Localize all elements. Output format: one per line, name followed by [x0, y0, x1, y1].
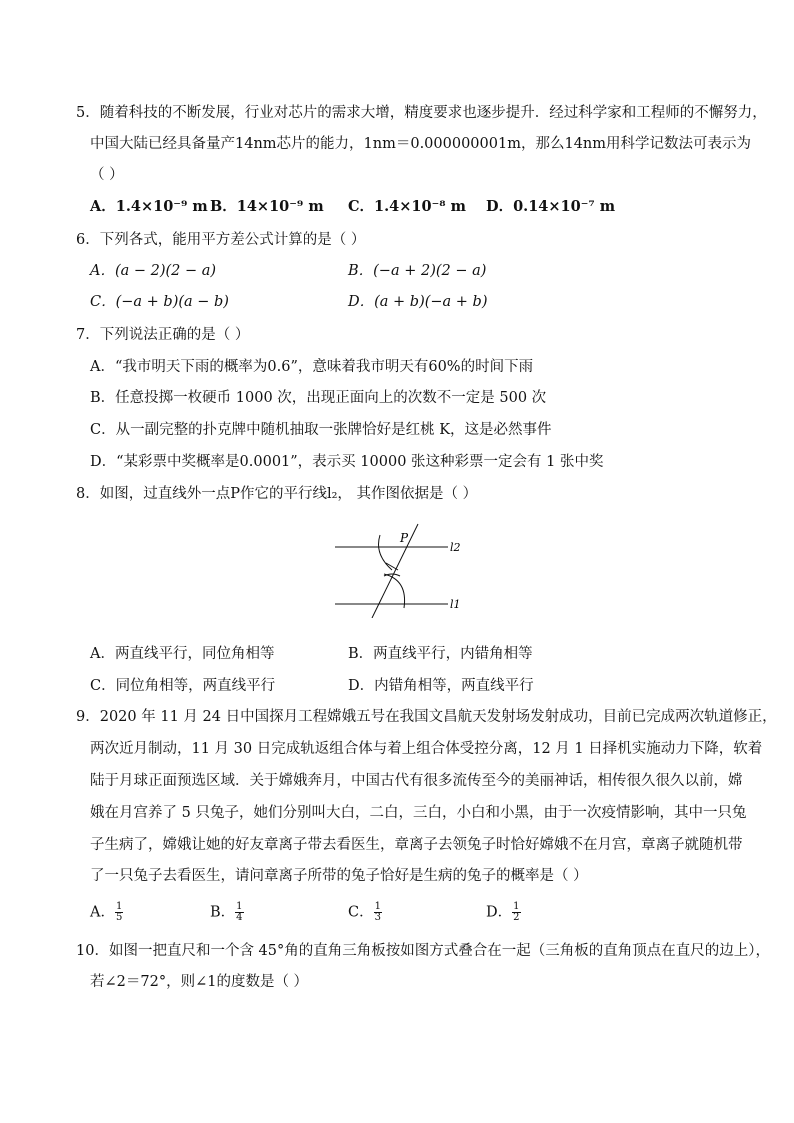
label-l2: l2 — [450, 541, 461, 554]
q7-option-c: C．从一副完整的扑克牌中随机抽取一张牌恰好是红桃 K，这是必然事件 — [90, 422, 552, 438]
q6-option-b: B．(−a + 2)(2 − a) — [348, 263, 487, 279]
q8-option-a: A．两直线平行，同位角相等 — [90, 646, 275, 662]
q5-option-c: C．1.4×10⁻⁸ m — [348, 198, 466, 215]
option-letter: B． — [210, 904, 236, 921]
q6-option-c: C．(−a + b)(a − b) — [90, 294, 229, 310]
q7-option-b: B．任意投掷一枚硬币 1000 次，出现正面向上的次数不一定是 500 次 — [90, 390, 547, 406]
q9-line3: 陆于月球正面预选区域．关于嫦娥奔月，中国古代有很多流传至今的美丽神话，相传很久很久以前，嫦 — [90, 773, 743, 789]
q9-line5: 子生病了，嫦娥让她的好友章离子带去看医生，章离子去领兔子时恰好嫦娥不在月宫，章离子就随机带 — [90, 837, 743, 853]
q5-line2: 中国大陆已经具备量产14nm芯片的能力，1nm＝0.000000001m，那么14nm用科学记数法可表示为 — [90, 136, 752, 152]
q8-figure — [330, 518, 470, 618]
label-l1: l1 — [450, 598, 461, 611]
q8-stem: 8．如图，过直线外一点P作它的平行线l₂， 其作图依据是（ ） — [76, 486, 478, 502]
fraction: $\frac{1}{2}$ — [513, 901, 520, 923]
arc-lower — [384, 574, 405, 608]
q6-option-d: D．(a + b)(−a + b) — [348, 294, 488, 310]
q9-option-d — [486, 902, 521, 923]
option-letter: D． — [486, 904, 513, 921]
q5-option-b: B．14×10⁻⁹ m — [210, 198, 324, 215]
q7-option-d: D．“某彩票中奖概率是0.0001”，表示买 10000 张这种彩票一定会有 1 张中奖 — [90, 454, 604, 470]
label-p: P — [400, 531, 409, 545]
q7-option-a: A．“我市明天下雨的概率为0.6”，意味着我市明天有60%的时间下雨 — [90, 359, 534, 375]
q9-line6: 了一只兔子去看医生，请问章离子所带的兔子恰好是生病的兔子的概率是（ ） — [90, 868, 588, 884]
option-letter: C． — [348, 904, 374, 921]
q10-line2: 若∠2＝72°，则∠1的度数是（ ） — [90, 974, 309, 990]
q5-line3: （ ） — [90, 167, 124, 183]
q9-option-c — [348, 902, 382, 923]
fraction: $\frac{1}{5}$ — [115, 901, 123, 923]
q6-option-a: A．(a − 2)(2 − a) — [90, 263, 217, 279]
fraction: $\frac{1}{4}$ — [236, 901, 243, 923]
q7-stem: 7．下列说法正确的是（ ） — [76, 327, 250, 343]
q9-option-a — [90, 902, 123, 923]
q9-line4: 娥在月宫养了 5 只兔子，她们分别叫大白，二白，三白，小白和小黑，由于一次疫情影响，其中一只兔 — [90, 805, 747, 821]
q10-line1: 10．如图一把直尺和一个含 45°角的直角三角板按如图方式叠合在一起（三角板的直角顶点在直尺的边上）， — [76, 943, 771, 959]
q8-option-b: B．两直线平行，内错角相等 — [348, 646, 533, 662]
q5-option-a: A．1.4×10⁻⁹ m — [90, 198, 208, 215]
q6-stem: 6．下列各式，能用平方差公式计算的是（ ） — [76, 232, 366, 248]
q9-option-b — [210, 902, 244, 923]
q8-option-c: C．同位角相等，两直线平行 — [90, 678, 276, 694]
q9-line2: 两次近月制动，11 月 30 日完成轨返组合体与着上组合体受控分离，12 月 1 日择机实施动力下降，软着 — [90, 741, 763, 757]
q9-line1: 9．2020 年 11 月 24 日中国探月工程嫦娥五号在我国文昌航天发射场发射成功，目前已完成两次轨道修正， — [76, 709, 777, 725]
q5-option-d: D．0.14×10⁻⁷ m — [486, 198, 616, 215]
q5-line1: 5．随着科技的不断发展，行业对芯片的需求大增，精度要求也逐步提升．经过科学家和工程师的不懈努力， — [76, 105, 767, 121]
q8-option-d: D．内错角相等，两直线平行 — [348, 678, 534, 694]
option-letter: A． — [90, 904, 115, 921]
fraction: $\frac{1}{3}$ — [374, 901, 381, 923]
